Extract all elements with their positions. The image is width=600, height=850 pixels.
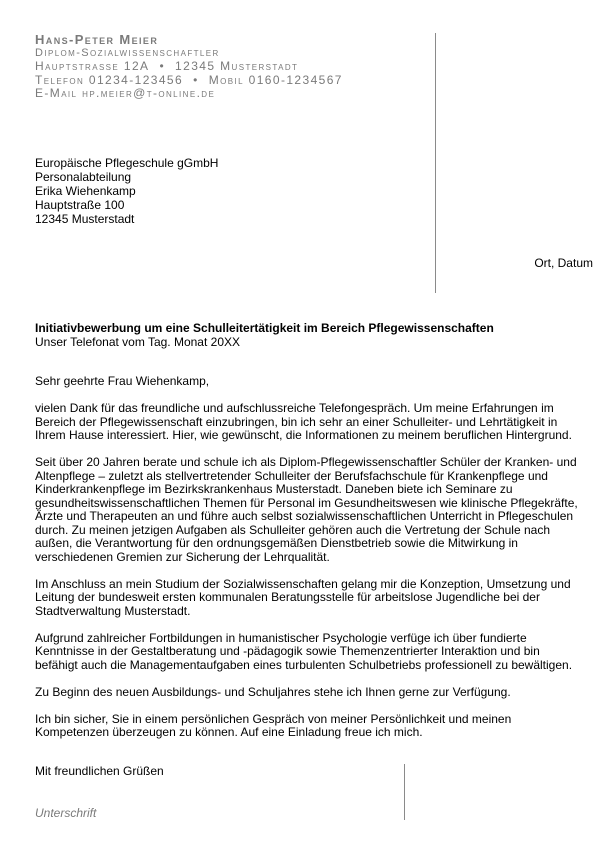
place-date: Ort, Datum [534, 256, 593, 270]
paragraph: Aufgrund zahlreicher Fortbildungen in humanistischer Psychologie verfüge ich über fundierte Kenntnisse in der Gestaltberatung und -pädagogik sowie Themenzentrierter Interaktion und bin befähigt auch die Managementaufgaben eines turbulenten Schulbetriebs professionell zu bewältigen. [35, 630, 573, 672]
recipient-block [35, 156, 218, 226]
recipient-department: Personalabteilung [35, 170, 132, 184]
subject-block [35, 321, 494, 349]
sender-mobile: Mobil 0160-1234567 [208, 72, 343, 87]
sender-phone: Telefon 01234-123456 [35, 72, 184, 87]
paragraph: Seit über 20 Jahren berate und schule ich als Diplom-Pflegewissenschaftler Schüler der Kranken- und Altenpflege – zuletzt als stellvertretender Schulleiter der Berufsfachschule für Krankenpflege und Kinderkrankenpflege im Bezirkskrankenhaus Musterstadt. Daneben biete ich Seminare zu gesundheitswissenschaftlichen Themen für Personal im Gesundheitswesen wie klinische Pflegekräfte, Ärzte und Therapeuten an und führe auch selbst sozialwissenschaftlichen Unterricht in Pflegeschulen durch. Zu meinen jetzigen Aufgaben als Schulleiter gehören auch die Vertretung der Schule nach außen, die Verantwortung für den ordnungsgemäßen Dienstbetrieb sowie die Mitwirkung in verschiedenen Gremien zur Sicherung der Lehrqualität. [35, 455, 578, 564]
signature: Unterschrift [35, 806, 97, 820]
paragraph: Ich bin sicher, Sie in einem persönlichen Gespräch von meiner Persönlichkeit und meinen Kompetenzen überzeugen zu können. Auf eine Einladung freue ich mich. [35, 711, 512, 739]
recipient-company: Europäische Pflegeschule gGmbH [35, 156, 219, 170]
sender-email: E-Mail hp.meier@t-online.de [35, 86, 216, 100]
subject-line: Initiativbewerbung um eine Schulleitertätigkeit im Bereich Pflegewissenschaften [35, 321, 494, 335]
paragraph: Zu Beginn des neuen Ausbildungs- und Schuljahres stehe ich Ihnen gerne zur Verfügung. [35, 684, 511, 699]
paragraph: Im Anschluss an mein Studium der Sozialwissenschaften gelang mir die Konzeption, Umsetzung und Leitung der bundesweit ersten kommunalen Beratungsstelle für arbeitslose Jugendliche bei der Stadtverwaltung Musterstadt. [35, 576, 571, 618]
closing: Mit freundlichen Grüßen [35, 764, 164, 778]
separator-dot: • [193, 72, 199, 87]
recipient-contact: Erika Wiehenkamp [35, 184, 136, 198]
sender-city: 12345 Musterstadt [175, 59, 299, 73]
vertical-divider-bottom [404, 764, 405, 820]
paragraph: vielen Dank für das freundliche und aufschlussreiche Telefongespräch. Um meine Erfahrungen im Bereich der Pflegewissenschaft einzubringen, bin ich sehr an einer Schulleiter- und Lehrtätigkeit in Ihrem Hause interessiert. Hier, wie gewünscht, die Informationen zu meinem beruflichen Hintergrund. [35, 401, 572, 442]
sender-address-line [35, 60, 343, 74]
letter-body [35, 375, 580, 753]
separator-dot: • [159, 59, 166, 73]
recipient-city: 12345 Musterstadt [35, 212, 135, 226]
sender-block [35, 33, 343, 101]
sender-title: Diplom-Sozialwissenschaftler [35, 46, 220, 59]
sender-street: Hauptstrasse 12A [35, 59, 150, 73]
vertical-divider-top [435, 33, 436, 293]
sender-phone-line [35, 74, 343, 88]
sender-name: Hans-Peter Meier [35, 32, 159, 47]
salutation: Sehr geehrte Frau Wiehenkamp, [35, 374, 210, 388]
recipient-street: Hauptstraße 100 [35, 198, 125, 212]
subject-reference: Unser Telefonat vom Tag. Monat 20XX [35, 335, 241, 349]
